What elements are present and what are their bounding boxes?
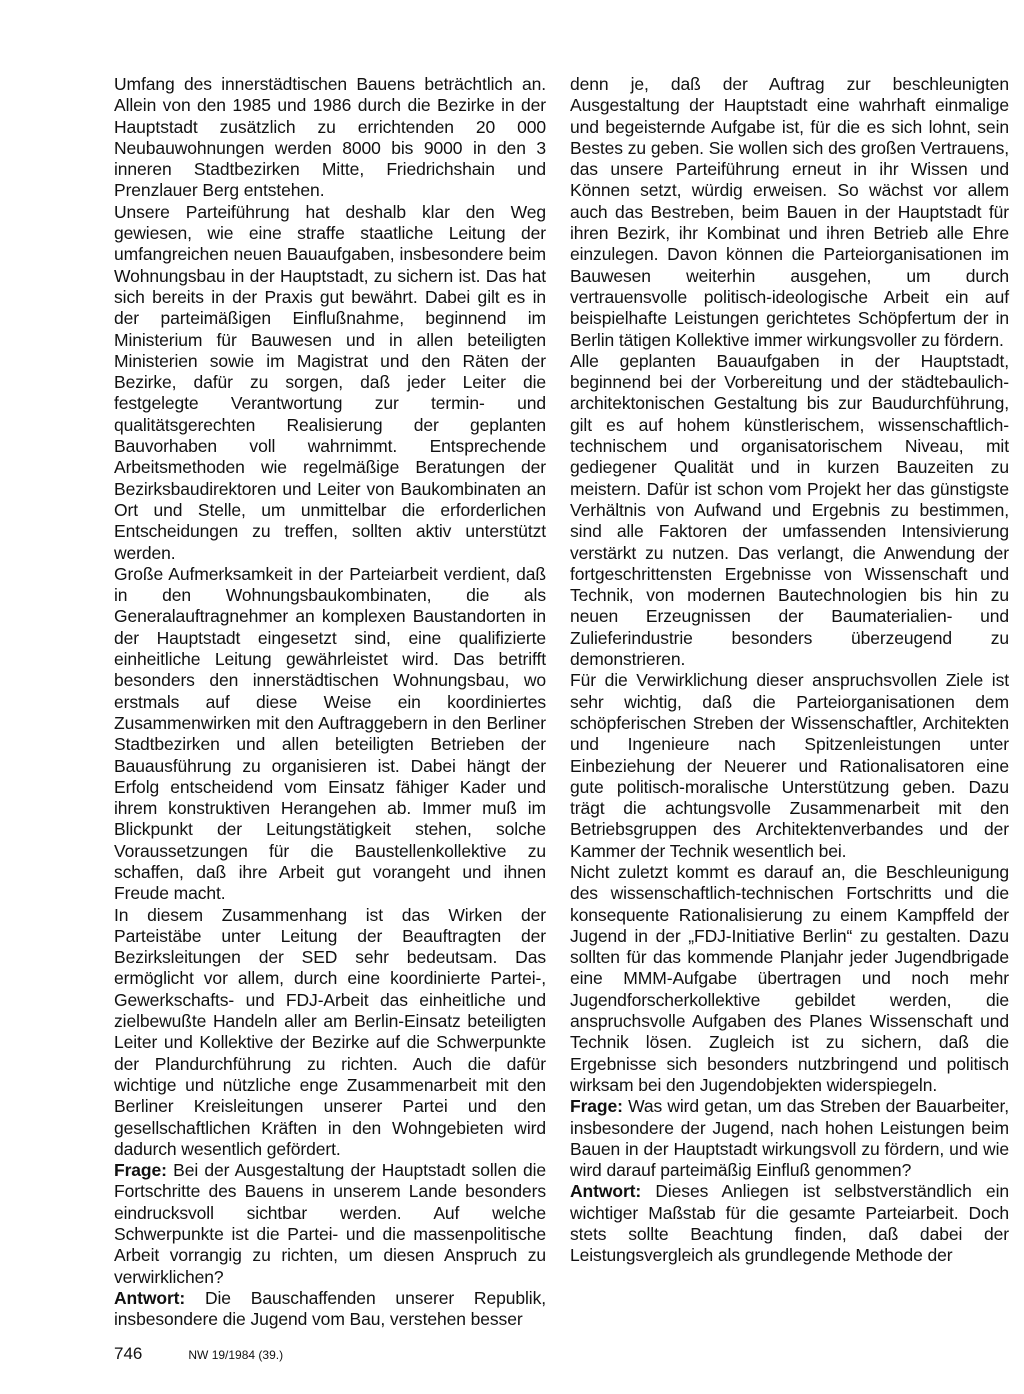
question-text: Was wird getan, um das Streben der Bauarbeiter, insbesondere der Jugend, nach hohen Leistungen beim Bauen in der Hauptstadt wirkungsvoll zu fördern, und wie wird darauf parteimäßig Einfluß genommen? — [570, 1096, 1009, 1181]
right-column — [570, 74, 1009, 1267]
question-label: Frage: — [114, 1160, 167, 1181]
question-paragraph — [570, 1096, 1009, 1181]
page-number: 746 — [114, 1344, 143, 1363]
paragraph: Unsere Parteiführung hat deshalb klar den Weg gewiesen, wie eine straffe staatliche Leitung der umfangreichen neuen Bauaufgaben, insbesondere beim Wohnungsbau in der Hauptstadt, zu sichern ist. Das hat sich bereits in der Praxis gut bewährt. Dabei gilt es in der parteimäßigen Einflußnahme, beginnend im Ministerium für Bauwesen und in allen beteiligten Ministerien sowie im Magistrat und den Räten der Bezirke, dafür zu sorgen, daß jeder Leiter die festgelegte Verantwortung zur termin- und qualitätsgerechten Realisierung der geplanten Bauvorhaben voll wahrnimmt. Entsprechende Arbeitsmethoden wie regelmäßige Beratungen der Bezirksbaudirektoren und Leiter von Baukombinaten an Ort und Stelle, um unmittelbar die erforderlichen Entscheidungen zu treffen, sollten aktiv unterstützt werden. — [114, 201, 546, 563]
paragraph: Für die Verwirklichung dieser anspruchsvollen Ziele ist sehr wichtig, daß die Parteiorganisationen dem schöpferischen Streben der Wissenschaftler, Architekten und Ingenieure nach Spitzenleistungen unter Einbeziehung der Neuerer und Rationalisatoren eine gute politisch-moralische Unterstützung geben. Dazu trägt die achtungsvolle Zusammenarbeit mit den Betriebsgruppen des Architektenverbandes und der Kammer der Technik wesentlich bei. — [570, 670, 1009, 861]
paragraph: In diesem Zusammenhang ist das Wirken der Parteistäbe unter Leitung der Beauftragten der Bezirksleitungen der SED sehr bedeutsam. Das ermöglicht vor allem, durch eine koordinierte Partei-, Gewerkschafts- und FDJ-Arbeit das einheitliche und zielbewußte Handeln aller am Berlin-Einsatz beteiligten Leiter und Kollektive der Bezirke auf die Schwerpunkte der Plandurchführung zu richten. Auch die dafür wichtige und nützliche enge Zusammenarbeit mit den Berliner Kreisleitungen unserer Partei und den gesellschaftlichen Kräften in den Wohngebieten wird dadurch wesentlich gefördert. — [114, 904, 546, 1159]
question-label: Frage: — [570, 1096, 623, 1117]
question-text: Bei der Ausgestaltung der Hauptstadt sollen die Fortschritte des Bauens in unserem Lande besonders eindrucksvoll sichtbar werden. Auf welche Schwerpunkte ist die Partei- und die massenpolitische Arbeit vorrangig zu richten, um diesen Anspruch zu verwirklichen? — [114, 1160, 546, 1287]
answer-paragraph — [114, 1288, 546, 1331]
paragraph: Alle geplanten Bauaufgaben in der Hauptstadt, beginnend bei der Vorbereitung und der städtebaulich-architektonischen Gestaltung bis zur Baudurchführung, gilt es auf hohem künstlerischem, wissenschaftlich-technischem und organisatorischem Niveau, mit gediegener Qualität und in kurzen Bauzeiten zu meistern. Dafür ist schon vom Projekt her das günstigste Verhältnis von Aufwand und Ergebnis zu bestimmen, sind alle Faktoren der umfassenden Intensivierung verstärkt zu nutzen. Das verlangt, die Anwendung der fortgeschrittensten Ergebnisse von Wissenschaft und Technik, von modernen Bautechnologien bis hin zu neuen Erzeugnissen der Baumaterialien- und Zulieferindustrie besonders überzeugend zu demonstrieren. — [570, 350, 1009, 670]
left-column — [114, 74, 546, 1331]
paragraph: Umfang des innerstädtischen Bauens beträchtlich an. Allein von den 1985 und 1986 durch die Bezirke in der Hauptstadt zusätzlich zu errichtenden 20 000 Neubauwohnungen werden 8000 bis 9000 in den 3 inneren Stadtbezirken Mitte, Friedrichshain und Prenzlauer Berg entstehen. — [114, 74, 546, 201]
answer-label: Antwort: — [570, 1181, 642, 1202]
answer-paragraph — [570, 1181, 1009, 1266]
paragraph: Nicht zuletzt kommt es darauf an, die Beschleunigung des wissenschaftlich-technischen Fortschritts und die konsequente Rationalisierung zu einem Kampffeld der Jugend in der „FDJ-Initiative Berlin“ zu gestalten. Dazu sollten für das kommende Planjahr jeder Jugendbrigade eine MMM-Aufgabe übertragen und noch mehr Jugendforscherkollektive gebildet werden, die anspruchsvolle Aufgaben des Planes Wissenschaft und Technik lösen. Zugleich ist zu sichern, daß die Ergebnisse sich besonders nutzbringend und politisch wirksam bei den Jugendobjekten widerspiegeln. — [570, 861, 1009, 1095]
question-paragraph — [114, 1160, 546, 1288]
page-footer — [114, 1344, 283, 1364]
answer-text: Die Bauschaffenden unserer Republik, insbesondere die Jugend vom Bau, verstehen besser — [114, 1287, 546, 1330]
paragraph: denn je, daß der Auftrag zur beschleunigten Ausgestaltung der Hauptstadt eine wahrhaft einmalige und begeisternde Aufgabe ist, für die es sich lohnt, sein Bestes zu geben. Sie wollen sich des großen Vertrauens, das unsere Parteiführung erneut in ihr Wissen und Können setzt, würdig erweisen. So wächst vor allem auch das Bestreben, beim Bauen in der Hauptstadt für ihren Bezirk, ihr Kombinat und ihren Betrieb alle Ehre einzulegen. Davon können die Parteiorganisationen im Bauwesen weiterhin ausgehen, um durch vertrauensvolle politisch-ideologische Arbeit ein auf beispielhafte Leistungen gerichtetes Schöpfertum der in Berlin tätigen Kollektive immer wirkungsvoller zu fördern. — [570, 74, 1009, 350]
answer-label: Antwort: — [114, 1287, 186, 1308]
paragraph: Große Aufmerksamkeit in der Parteiarbeit verdient, daß in den Wohnungsbaukombinaten, die als Generalauftragnehmer an komplexen Baustandorten in der Hauptstadt eingesetzt sind, eine qualifizierte einheitliche Leitung gewährleistet wird. Das betrifft besonders den innerstädtischen Wohnungsbau, wo erstmals auf diese Weise ein koordiniertes Zusammenwirken mit den Auftraggebern in den Berliner Stadtbezirken und allen beteiligten Betrieben der Bauausführung zu organisieren ist. Dabei hängt der Erfolg entscheidend vom Einsatz fähiger Kader und ihrem konstruktiven Herangehen ab. Immer muß im Blickpunkt der Leitungstätigkeit stehen, solche Voraussetzungen für die Baustellenkollektive zu schaffen, daß ihre Arbeit gut vorangeht und ihnen Freude macht. — [114, 563, 546, 904]
answer-text: Dieses Anliegen ist selbstverständlich ein wichtiger Maßstab für die gesamte Parteiarbeit. Doch stets sollte Beachtung finden, daß dabei der Leistungsvergleich als grundlegende Methode der — [570, 1181, 1009, 1266]
issue-label: NW 19/1984 (39.) — [188, 1348, 284, 1362]
